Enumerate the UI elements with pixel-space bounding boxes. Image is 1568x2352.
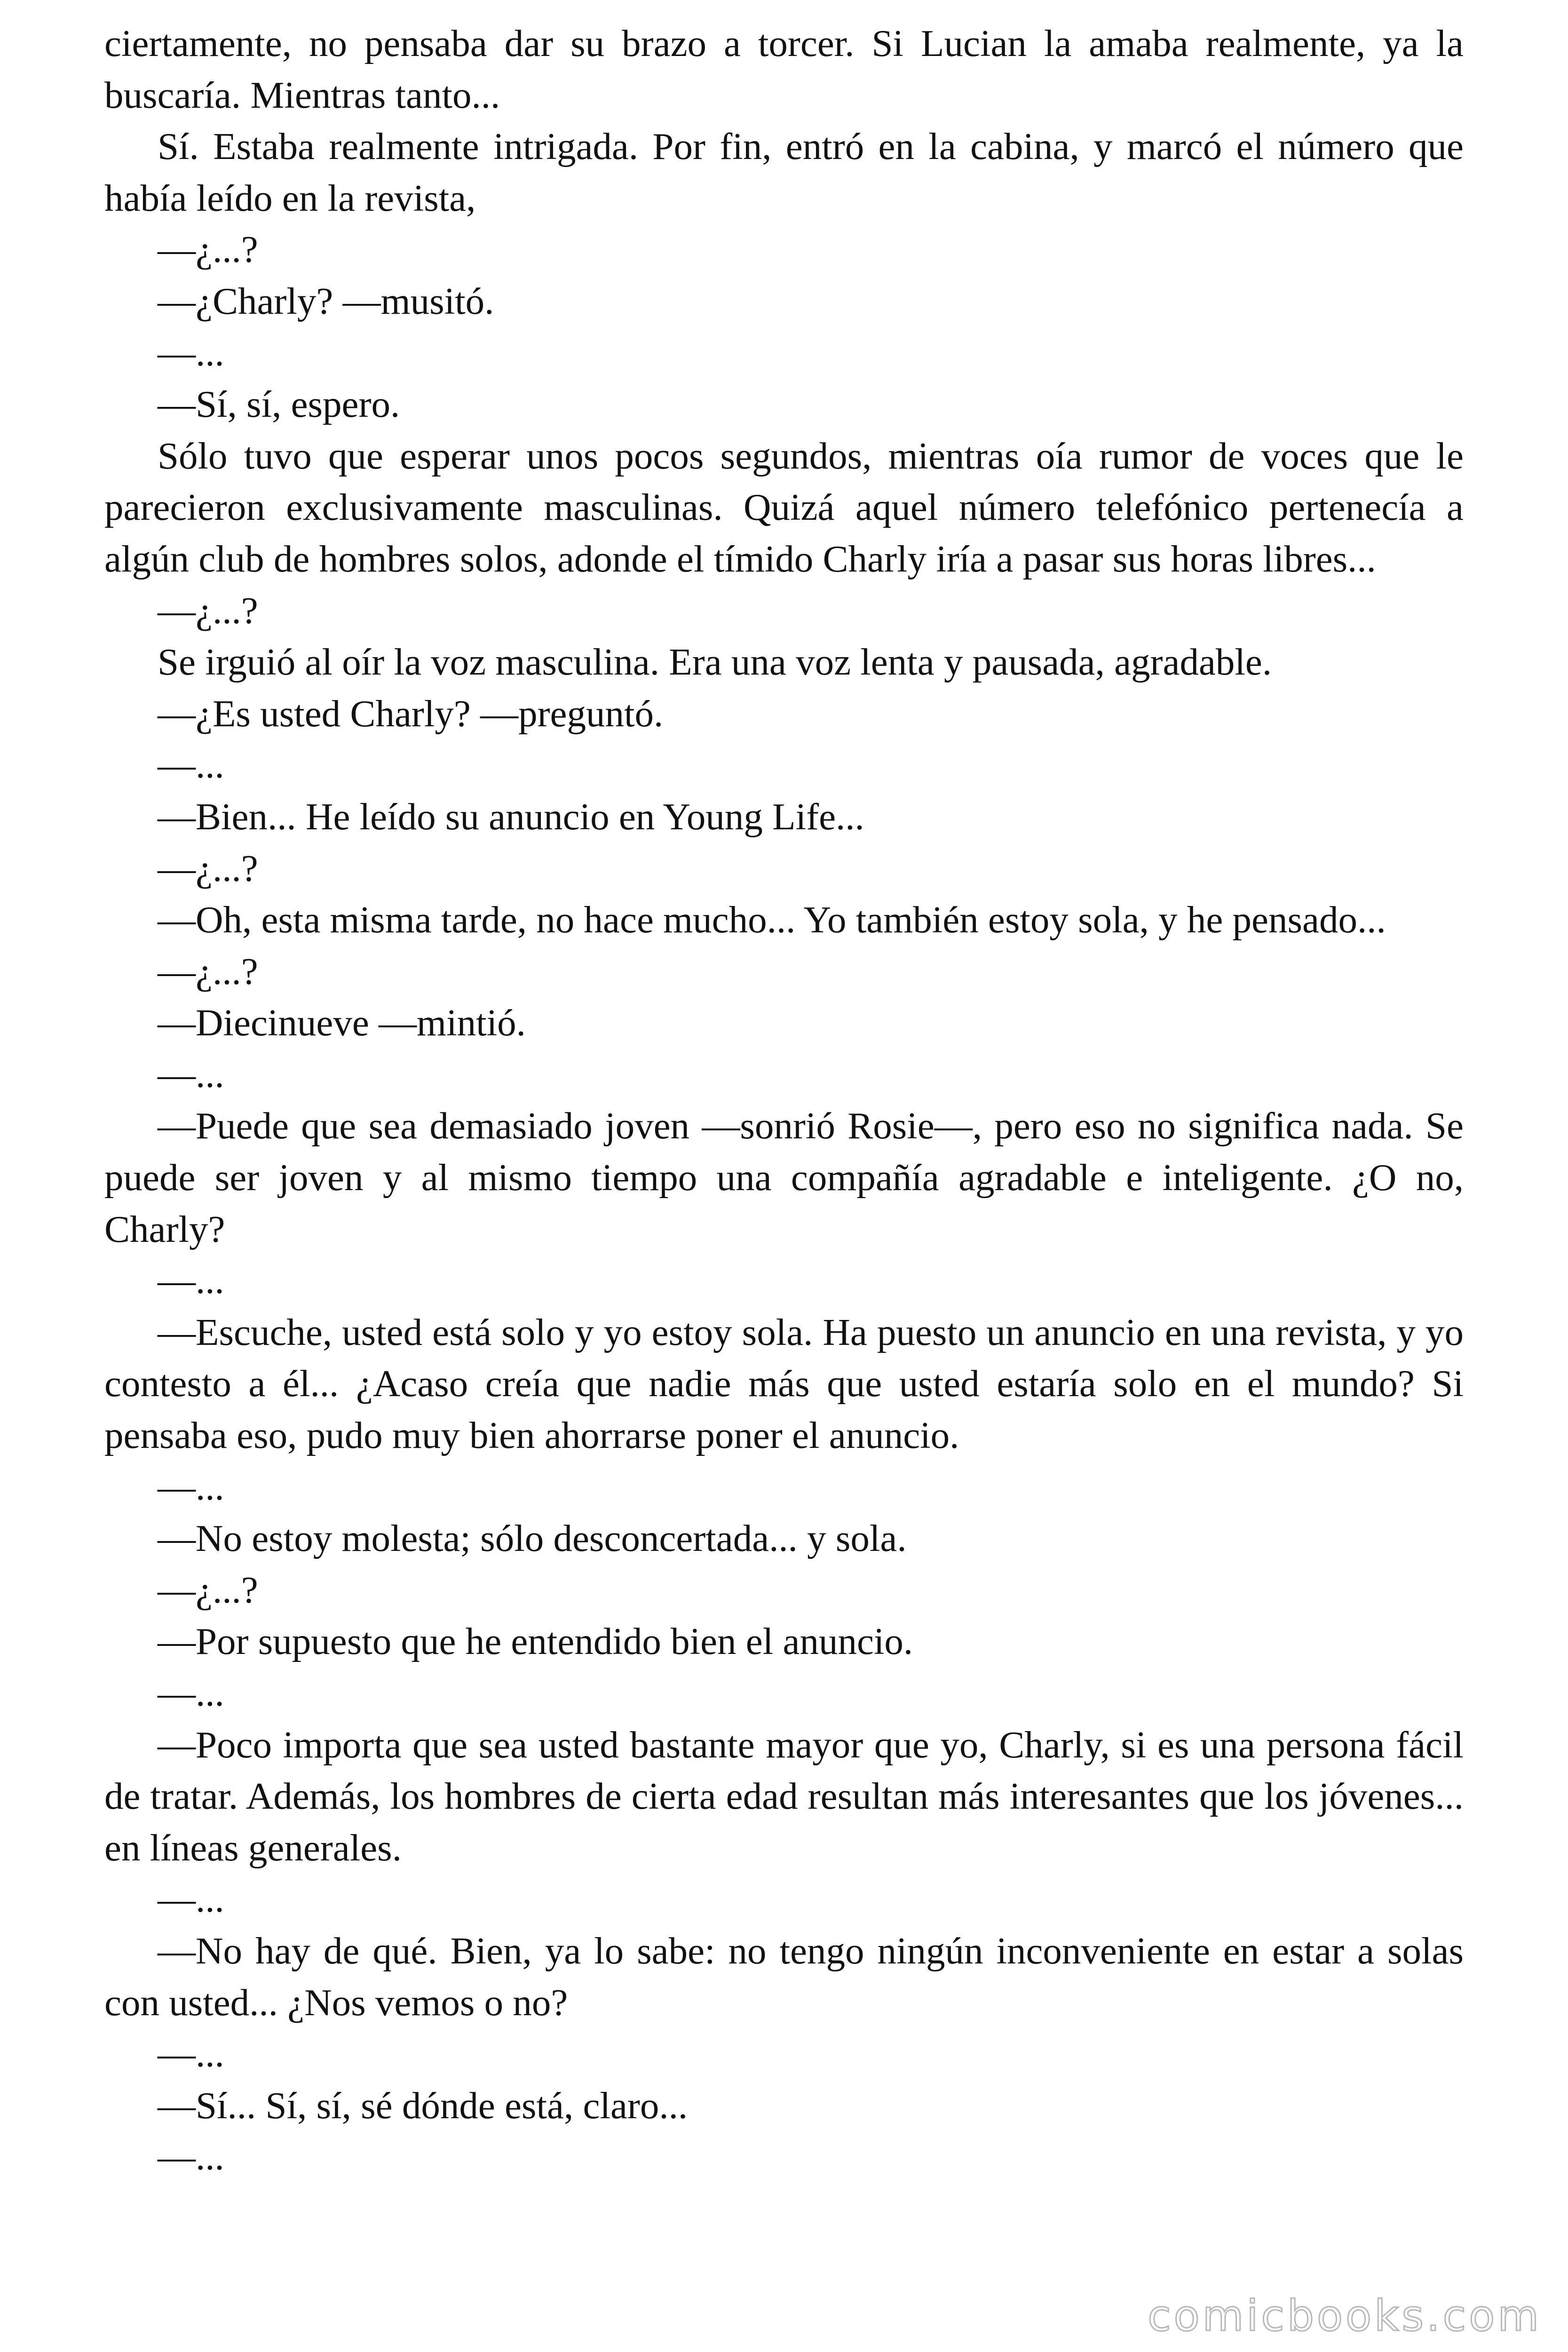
dialogue-line: —Diecinueve —mintió. xyxy=(158,1001,526,1044)
dialogue-line: —Sí, sí, espero. xyxy=(158,383,400,426)
paragraph: Sólo tuvo que esperar unos pocos segundos, mientras oía rumor de voces que le parecieron exclusivamente masculinas. Quizá aquel número telefónico pertenecía a algún club de hombres solos, adonde el tímido Charly iría a pasar sus horas libres... xyxy=(104,434,1464,580)
dialogue-line: —¿...? xyxy=(158,589,258,632)
dialogue-line: —... xyxy=(158,2136,224,2178)
dialogue-line: —¿...? xyxy=(158,228,258,271)
dialogue-line: —¿...? xyxy=(158,1568,258,1611)
dialogue-line: —Bien... He leído su anuncio en Young Life... xyxy=(158,795,864,838)
dialogue-line: —Por supuesto que he entendido bien el anuncio. xyxy=(158,1620,913,1663)
dialogue-line: —... xyxy=(158,1465,224,1508)
page-body xyxy=(104,18,1464,2183)
dialogue-line: —Escuche, usted está solo y yo estoy sola. Ha puesto un anuncio en una revista, y yo contesto a él... ¿Acaso creía que nadie más que usted estaría solo en el mundo? Si pensaba eso, pudo muy bien ahorrarse poner el anuncio. xyxy=(104,1311,1464,1457)
dialogue-line: —¿...? xyxy=(158,950,258,993)
dialogue-line: —Sí... Sí, sí, sé dónde está, claro... xyxy=(158,2084,688,2127)
dialogue-line: —... xyxy=(158,331,224,374)
paragraph: Sí. Estaba realmente intrigada. Por fin, entró en la cabina, y marcó el número que había leído en la revista, xyxy=(104,125,1464,219)
dialogue-line: —... xyxy=(158,1878,224,1921)
dialogue-line: —... xyxy=(158,744,224,787)
dialogue-line: —No estoy molesta; sólo desconcertada... y sola. xyxy=(158,1517,907,1560)
dialogue-line: —¿...? xyxy=(158,847,258,890)
paragraph: Se irguió al oír la voz masculina. Era una voz lenta y pausada, agradable. xyxy=(158,641,1272,683)
dialogue-line: —¿Charly? —musitó. xyxy=(158,279,494,322)
dialogue-line: —... xyxy=(158,1259,224,1302)
dialogue-line: —No hay de qué. Bien, ya lo sabe: no tengo ningún inconveniente en estar a solas con usted... ¿Nos vemos o no? xyxy=(104,1929,1464,2024)
dialogue-line: —... xyxy=(158,1672,224,1714)
dialogue-line: —Poco importa que sea usted bastante mayor que yo, Charly, si es una persona fácil de tratar. Además, los hombres de cierta edad resultan más interesantes que los jóvenes... en líneas generales. xyxy=(104,1723,1464,1869)
dialogue-line: —... xyxy=(158,2033,224,2075)
dialogue-line: —Puede que sea demasiado joven —sonrió Rosie—, pero eso no significa nada. Se puede ser joven y al mismo tiempo una compañía agradable e inteligente. ¿O no, Charly? xyxy=(104,1104,1464,1250)
dialogue-line: —... xyxy=(158,1053,224,1096)
watermark: comicbooks.com xyxy=(1148,2291,1542,2341)
paragraph: ciertamente, no pensaba dar su brazo a torcer. Si Lucian la amaba realmente, ya la buscaría. Mientras tanto... xyxy=(104,22,1464,116)
dialogue-line: —Oh, esta misma tarde, no hace mucho... Yo también estoy sola, y he pensado... xyxy=(158,898,1386,941)
dialogue-line: —¿Es usted Charly? —preguntó. xyxy=(158,692,664,735)
